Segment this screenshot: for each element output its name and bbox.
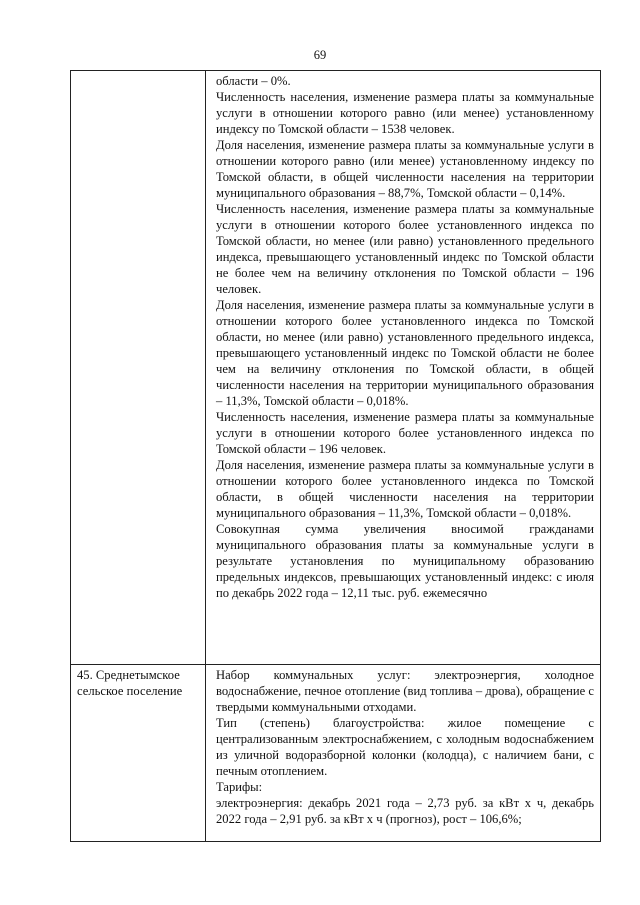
- paragraph-share-remainder: области – 0%.: [216, 74, 291, 88]
- description-cell: [206, 71, 601, 665]
- settlement-cell: [71, 665, 206, 842]
- paragraph-population-above-index: Численность населения, изменение размера платы за коммунальные услуги в отношении которого более установленного индекса по Томской области – 196 человек.: [216, 410, 594, 456]
- table-row: [71, 665, 601, 842]
- table-row: [71, 71, 601, 665]
- paragraph-amenities-type: Тип (степень) благоустройства: жилое помещение с централизованным электроснабжением, с холодным водоснабжением из уличной водоразборной колонки (колодца), с наличием бани, с печным отоплением.: [216, 716, 594, 778]
- paragraph-share-above-index: Доля населения, изменение размера платы за коммунальные услуги в отношении которого более установленного индекса по Томской области, в общей численности населения на территории муниципального образования – 11,3%, Томской области – 0,018%.: [216, 458, 594, 520]
- settlement-name: [71, 71, 205, 73]
- municipal-indices-table: [70, 70, 601, 842]
- paragraph-share-within-index: Доля населения, изменение размера платы за коммунальные услуги в отношении которого равно (или менее) установленному индексу по Томской области, в общей численности населения на территории муниципального образования – 88,7%, Томской области – 0,14%.: [216, 138, 594, 200]
- settlement-name: 45. Среднетымское сельское поселение: [77, 668, 183, 698]
- paragraph-electricity-tariff: электроэнергия: декабрь 2021 года – 2,73 руб. за кВт х ч, декабрь 2022 года – 2,91 руб. за кВт х ч (прогноз), рост – 106,6%;: [216, 796, 594, 826]
- paragraph-services-set: Набор коммунальных услуг: электроэнергия, холодное водоснабжение, печное отопление (вид топлива – дрова), обращение с твердыми коммунальными отходами.: [216, 668, 594, 714]
- paragraph-tariffs-heading: Тарифы:: [216, 780, 263, 794]
- paragraph-total-increase: Совокупная сумма увеличения вносимой гражданами муниципального образования платы за коммунальные услуги в результате установления по муниципальному образованию предельных индексов, превышающих установленный индекс: с июля по декабрь 2022 года – 12,11 тыс. руб. ежемесячно: [216, 522, 594, 600]
- paragraph-population-within-index: Численность населения, изменение размера платы за коммунальные услуги в отношении которого равно (или менее) установленному индексу по Томской области – 1538 человек.: [216, 90, 594, 136]
- description-cell: [206, 665, 601, 842]
- paragraph-population-within-limit: Численность населения, изменение размера платы за коммунальные услуги в отношении которого более установленного индекса по Томской области, но менее (или равно) установленного предельного индекса, превышающего установленный индекс по Томской области не более чем на величину отклонения по Томской области – 196 человек.: [216, 202, 594, 296]
- page-number: 69: [313, 48, 327, 62]
- settlement-cell: [71, 71, 206, 665]
- paragraph-share-within-limit: Доля населения, изменение размера платы за коммунальные услуги в отношении которого более установленного индекса по Томской области, но менее (или равно) установленного предельного индекса, превышающего установленный индекс по Томской области не более чем на величину отклонения по Томской области, в общей численности населения на территории муниципального образования – 11,3%, Томской области – 0,018%.: [216, 298, 594, 408]
